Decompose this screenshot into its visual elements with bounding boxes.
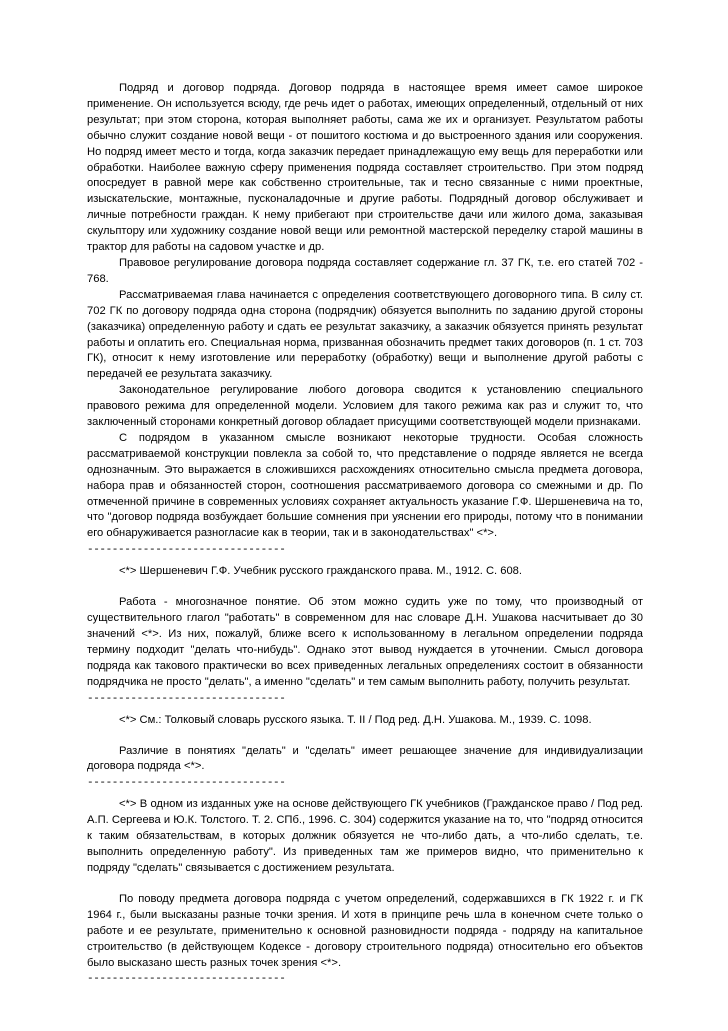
paragraph: Различие в понятиях "делать" и "сделать" имеет решающее значение для индивидуализации договора подряда <*>.	[87, 744, 643, 773]
paragraph: Рассматриваемая глава начинается с определения соответствующего договорного типа. В силу ст. 702 ГК по договору подряда одна сторона (подрядчик) обязуется выполнить по заданию другой стороны (заказчика) определенную работу и сдать ее результат заказчику, а заказчик обязуется принять результат работы и оплатить его. Специальная норма, призванная обозначить предмет таких договоров (п. 1 ст. 703 ГК), относит к нему изготовление или переработку (обработку) вещи и выполнение другой работы с передачей ее результата заказчику.	[87, 288, 643, 381]
paragraph: Законодательное регулирование любого договора сводится к установлению специального правового режима для определенной модели. Условием для такого режима как раз и служит то, что заключенный сторонами конкретный договор обладает присущими соответствующей модели признаками.	[87, 384, 643, 429]
paragraph: По поводу предмета договора подряда с учетом определений, содержавшихся в ГК 1922 г. и ГК 1964 г., были высказаны разные точки зрения. И хотя в принципе речь шла в конечном счете только о работе и ее результате, применительно к основной разновидности подряда - подряду на капитальное строительство (в действующем Кодексе - договору строительного подряда) относительно его объектов было высказано шесть разных точек зрения <*>.	[87, 892, 643, 969]
paragraph: Работа - многозначное понятие. Об этом можно судить уже по тому, что производный от существительного глагол "работать" в современном для нас словаре Д.Н. Ушакова насчитывает до 30 значений <*>. Из них, пожалуй, ближе всего к использованному в легальном определении подряда термину подходит "делать что-нибудь". Однако этот вывод нуждается в уточнении. Смысл договора подряда как такового практически во всех приведенных легальных определениях состоит в обязанности подрядчика не просто "делать", а именно "сделать" и тем самым выполнить работу, получить результат.	[87, 596, 643, 688]
paragraph: С подрядом в указанном смысле возникают некоторые трудности. Особая сложность рассматриваемой конструкции повлекла за собой то, что представление о подряде является не всегда однозначным. Это выражается в сложившихся расхождениях относительно смысла предмета договора, набора прав и обязанностей сторон, соотношения рассматриваемого договора со смежными и др. По отмеченной причине в современных условиях сохраняет актуальность указание Г.Ф. Шершеневича на то, что "договор подряда возбуждает большие сомнения при уяснении его природы, потому что в понимании его обнаруживается разногласие как в теории, так и в законодательствах" <*>.	[87, 431, 643, 540]
document-page	[87, 81, 643, 987]
footnote: <*> В одном из изданных уже на основе действующего ГК учебников (Гражданское право / Под ред. А.П. Сергеева и Ю.К. Толстого. Т. 2. СПб., 1996. С. 304) содержится указание на то, что "подряд относится к таким обязательствам, в которых должник обязуется не что-либо дать, а что-либо сделать, т.е. выполнить определенную работу". Из приведенных там же примеров видно, что применительно к подряду "сделать" связывается с достижением результата.	[87, 798, 643, 874]
paragraph: Правовое регулирование договора подряда составляет содержание гл. 37 ГК, т.е. его статей 702 - 768.	[87, 256, 643, 285]
footnote-separator: --------------------------------	[87, 777, 286, 790]
footnote: <*> См.: Толковый словарь русского языка. Т. II / Под ред. Д.Н. Ушакова. М., 1939. С. 1098.	[119, 713, 592, 726]
footnote: <*> Шершеневич Г.Ф. Учебник русского гражданского права. М., 1912. С. 608.	[119, 565, 523, 578]
footnote-separator: --------------------------------	[87, 973, 286, 986]
footnote-separator: --------------------------------	[87, 692, 286, 705]
footnote-separator: --------------------------------	[87, 544, 286, 557]
paragraph: Подряд и договор подряда. Договор подряда в настоящее время имеет самое широкое применение. Он используется всюду, где речь идет о работах, имеющих определенный, отдельный от них результат; при этом сторона, которая выполняет работы, сама же их и организует. Результатом работы обычно служит создание новой вещи - от пошитого костюма и до выстроенного здания или сооружения. Но подряд имеет место и тогда, когда заказчик передает принадлежащую ему вещь для переработки или обработки. Наиболее важную сферу применения подряда составляет строительство. При этом подряд опосредует в равной мере как собственно строительные, так и тесно связанные с ними проектные, изыскательские, монтажные, пусконаладочные и другие работы. Подрядный договор обслуживает и личные потребности граждан. К нему прибегают при строительстве дачи или жилого дома, заказывая скульптору или художнику создание новой вещи или ремонтной мастерской переделку старой машины в трактор для работы на садовом участке и др.	[87, 82, 643, 254]
